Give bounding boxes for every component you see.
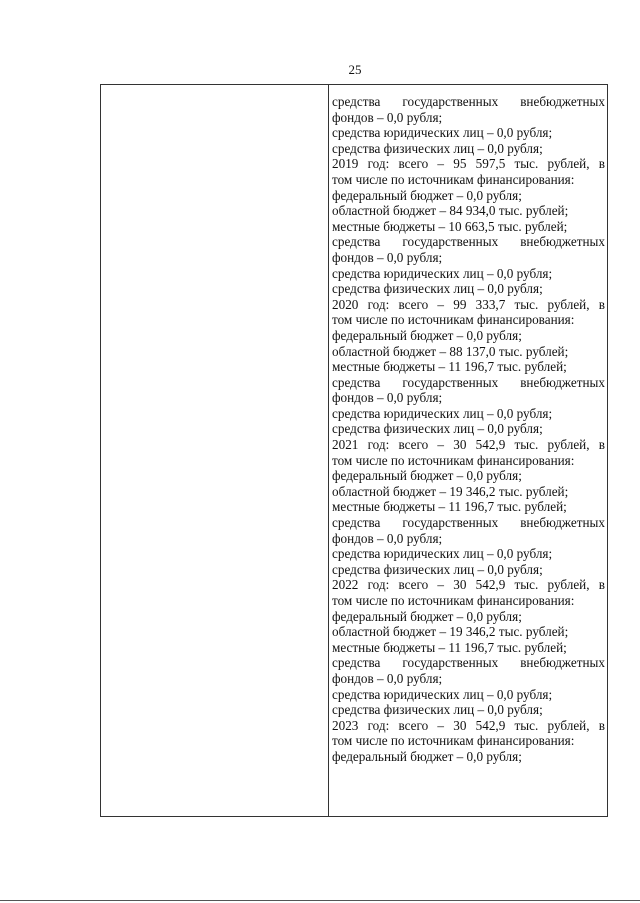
text-line: том числе по источникам финансирования: bbox=[332, 171, 575, 187]
text-line: средства юридических лиц – 0,0 рубля; bbox=[332, 265, 553, 281]
text-line: 2020 год: всего – 99 333,7 тыс. рублей, в bbox=[332, 296, 605, 312]
funding-sources-text bbox=[330, 94, 607, 765]
text-line: средства государственных внебюджетных bbox=[332, 515, 605, 531]
text-line: областной бюджет – 19 346,2 тыс. рублей; bbox=[332, 483, 569, 499]
text-line: средства государственных внебюджетных bbox=[332, 94, 605, 109]
text-line: фондов – 0,0 рубля; bbox=[332, 109, 443, 125]
text-line: фондов – 0,0 рубля; bbox=[332, 670, 443, 686]
text-line: местные бюджеты – 11 196,7 тыс. рублей; bbox=[332, 359, 567, 375]
text-line: средства юридических лиц – 0,0 рубля; bbox=[332, 546, 553, 562]
text-line: средства государственных внебюджетных bbox=[332, 234, 605, 250]
text-line: фондов – 0,0 рубля; bbox=[332, 390, 443, 406]
text-line: том числе по источникам финансирования: bbox=[332, 733, 575, 749]
text-line: средства физических лиц – 0,0 рубля; bbox=[332, 140, 543, 156]
text-line: областной бюджет – 88 137,0 тыс. рублей; bbox=[332, 343, 569, 359]
text-line: фондов – 0,0 рубля; bbox=[332, 249, 443, 265]
text-line: федеральный бюджет – 0,0 рубля; bbox=[332, 327, 522, 343]
text-line: фондов – 0,0 рубля; bbox=[332, 530, 443, 546]
text-line: средства физических лиц – 0,0 рубля; bbox=[332, 421, 543, 437]
text-line: федеральный бюджет – 0,0 рубля; bbox=[332, 608, 522, 624]
text-line: федеральный бюджет – 0,0 рубля; bbox=[332, 748, 522, 764]
text-line: том числе по источникам финансирования: bbox=[332, 452, 575, 468]
text-line: федеральный бюджет – 0,0 рубля; bbox=[332, 187, 522, 203]
funding-table bbox=[100, 84, 608, 817]
text-line: средства юридических лиц – 0,0 рубля; bbox=[332, 405, 553, 421]
text-line: 2022 год: всего – 30 542,9 тыс. рублей, в bbox=[332, 577, 605, 593]
text-line: федеральный бюджет – 0,0 рубля; bbox=[332, 468, 522, 484]
table-left-column bbox=[101, 85, 329, 816]
text-line: местные бюджеты – 11 196,7 тыс. рублей; bbox=[332, 639, 567, 655]
text-line: средства физических лиц – 0,0 рубля; bbox=[332, 561, 543, 577]
text-line: областной бюджет – 19 346,2 тыс. рублей; bbox=[332, 624, 569, 640]
text-line: средства юридических лиц – 0,0 рубля; bbox=[332, 125, 553, 141]
text-line: 2019 год: всего – 95 597,5 тыс. рублей, в bbox=[332, 156, 605, 172]
text-line: средства физических лиц – 0,0 рубля; bbox=[332, 702, 543, 718]
text-line: средства физических лиц – 0,0 рубля; bbox=[332, 281, 543, 297]
text-line: средства государственных внебюджетных bbox=[332, 374, 605, 390]
text-line: областной бюджет – 84 934,0 тыс. рублей; bbox=[332, 203, 569, 219]
text-line: том числе по источникам финансирования: bbox=[332, 593, 575, 608]
text-line: местные бюджеты – 11 196,7 тыс. рублей; bbox=[332, 499, 567, 515]
page-bottom-rule bbox=[0, 900, 640, 901]
page-number: 25 bbox=[348, 62, 362, 77]
text-line: местные бюджеты – 10 663,5 тыс. рублей; bbox=[332, 218, 568, 234]
text-line: 2023 год: всего – 30 542,9 тыс. рублей, в bbox=[332, 717, 605, 733]
text-line: 2021 год: всего – 30 542,9 тыс. рублей, в bbox=[332, 437, 605, 453]
text-line: средства юридических лиц – 0,0 рубля; bbox=[332, 686, 553, 702]
text-line: средства государственных внебюджетных bbox=[332, 655, 605, 671]
text-line: том числе по источникам финансирования: bbox=[332, 312, 575, 328]
